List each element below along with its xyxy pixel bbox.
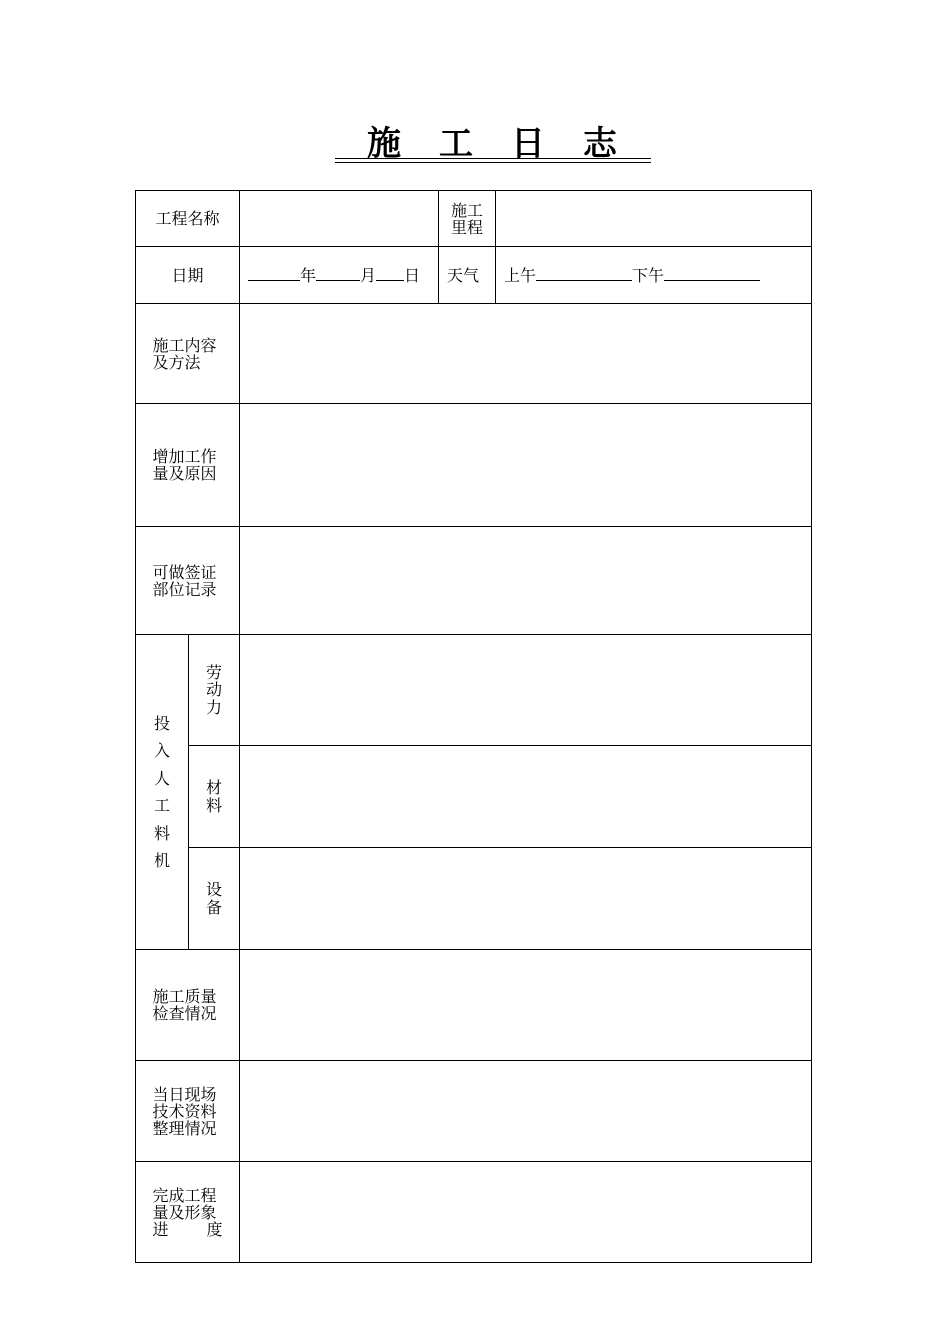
progress-label-line3-end: 度 — [206, 1219, 223, 1239]
day-unit: 日 — [404, 266, 421, 285]
materials-field[interactable] — [240, 746, 812, 848]
mileage-field[interactable] — [496, 191, 812, 247]
title-underline-top — [335, 158, 651, 159]
visa-record-label: 可做签证部位记录 — [152, 562, 217, 599]
weather-field[interactable] — [496, 247, 812, 304]
tech-docs-field[interactable] — [240, 1061, 812, 1162]
project-name-label-cell — [136, 191, 240, 247]
content-method-label-cell — [136, 304, 240, 404]
row-labor — [136, 635, 812, 746]
progress-label-line3 — [153, 1221, 223, 1238]
afternoon-blank[interactable] — [664, 266, 760, 281]
progress-label-line2: 量及形象 — [152, 1202, 217, 1222]
date-label-cell — [136, 247, 240, 304]
progress-label-cell — [136, 1162, 240, 1263]
labor-label-cell — [189, 635, 240, 746]
afternoon-label: 下午 — [632, 266, 665, 285]
quality-check-field[interactable] — [240, 950, 812, 1061]
progress-field[interactable] — [240, 1162, 812, 1263]
morning-label: 上午 — [504, 266, 537, 285]
weather-label-cell — [439, 247, 496, 304]
month-unit: 月 — [360, 266, 377, 285]
visa-record-label-cell — [136, 527, 240, 635]
row-materials — [136, 746, 812, 848]
extra-work-label-cell — [136, 404, 240, 527]
morning-blank[interactable] — [536, 266, 632, 281]
month-blank[interactable] — [316, 266, 360, 281]
row-progress — [136, 1162, 812, 1263]
progress-label — [153, 1187, 223, 1238]
progress-label-line3-start: 进 — [152, 1219, 169, 1239]
mileage-label-cell — [439, 191, 496, 247]
extra-work-label: 增加工作量及原因 — [152, 447, 217, 483]
project-name-label: 工程名称 — [155, 209, 220, 228]
labor-field[interactable] — [240, 635, 812, 746]
mileage-label: 施工里程 — [451, 200, 484, 237]
row-quality-check — [136, 950, 812, 1061]
materials-label: 材料 — [205, 778, 222, 815]
project-name-field[interactable] — [240, 191, 439, 247]
row-visa-record — [136, 527, 812, 635]
date-field[interactable] — [240, 247, 439, 304]
row-equipment — [136, 848, 812, 950]
row-project-name — [136, 191, 812, 247]
page-title: 施 工 日 志 — [367, 124, 619, 164]
labor-label: 劳动力 — [205, 662, 222, 717]
quality-check-label-cell — [136, 950, 240, 1061]
resources-group-label-cell — [136, 635, 189, 950]
equipment-label: 设备 — [205, 880, 222, 917]
date-label: 日期 — [171, 265, 204, 285]
materials-label-cell — [189, 746, 240, 848]
row-date — [136, 247, 812, 304]
row-extra-work — [136, 404, 812, 527]
row-tech-docs — [136, 1061, 812, 1162]
year-unit: 年 — [300, 266, 317, 285]
year-blank[interactable] — [248, 266, 300, 281]
day-blank[interactable] — [376, 266, 404, 281]
resources-group-label: 投入人工料机 — [153, 713, 170, 870]
title-block — [335, 122, 651, 164]
progress-label-line1: 完成工程 — [152, 1185, 217, 1205]
equipment-label-cell — [189, 848, 240, 950]
equipment-field[interactable] — [240, 848, 812, 950]
construction-log-table — [135, 190, 812, 1263]
tech-docs-label: 当日现场技术资料整理情况 — [152, 1084, 217, 1138]
tech-docs-label-cell — [136, 1061, 240, 1162]
visa-record-field[interactable] — [240, 527, 812, 635]
row-content-method — [136, 304, 812, 404]
content-method-label: 施工内容及方法 — [152, 335, 217, 372]
weather-label: 天气 — [447, 265, 480, 285]
content-method-field[interactable] — [240, 304, 812, 404]
extra-work-field[interactable] — [240, 404, 812, 527]
quality-check-label: 施工质量检查情况 — [152, 987, 217, 1023]
title-underline-bottom — [335, 162, 651, 163]
